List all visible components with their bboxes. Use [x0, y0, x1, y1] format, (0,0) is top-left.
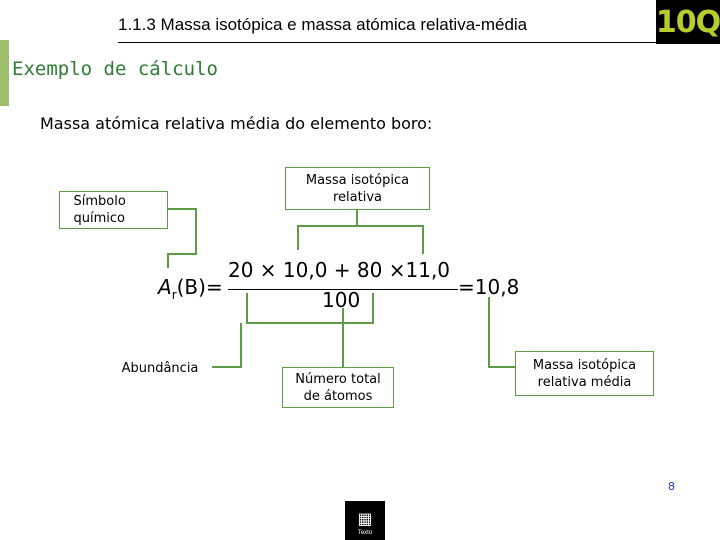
page-number: 8 [668, 480, 675, 493]
formula-denominator: 100 [322, 288, 361, 312]
connector-massa-media [489, 297, 515, 367]
formula-subscript: r [171, 288, 177, 302]
connector-massa-branches [298, 226, 423, 254]
label-simbolo-quimico-text: Símbolo químico [73, 194, 126, 226]
label-massa-isotopica-relativa-media-text: Massa isotópica relativa média [532, 357, 637, 390]
section-title: Exemplo de cálculo [12, 58, 218, 80]
formula-lhs [158, 275, 223, 302]
connector-simbolo [168, 209, 196, 268]
label-massa-isotopica-relativa [285, 167, 430, 210]
label-massa-isotopica-relativa-media [515, 351, 654, 396]
formula-numerator: 20 × 10,0 + 80 ×11,0 [228, 258, 451, 282]
label-abundancia [108, 358, 212, 378]
connector-abundancia [212, 323, 241, 367]
formula-result: =10,8 [458, 275, 520, 299]
formula-symbol: A [158, 275, 172, 299]
page-title: 1.1.3 Massa isotópica e massa atómica relativa-média [118, 15, 528, 34]
label-numero-total-atomos [282, 367, 394, 408]
publisher-name: Texto [357, 530, 373, 536]
book-icon: ▦ [357, 509, 373, 528]
formula-element: (B)= [176, 275, 223, 299]
label-massa-isotopica-relativa-text: Massa isotópica relativa [305, 172, 410, 205]
publisher-logo [345, 501, 385, 540]
label-abundancia-text: Abundância [121, 360, 199, 376]
label-simbolo-quimico [59, 191, 168, 229]
label-numero-total-atomos-text: Número total de átomos [295, 371, 381, 404]
grade-badge-label: 10Q [655, 4, 720, 40]
intro-text: Massa atómica relativa média do elemento boro: [40, 114, 433, 133]
